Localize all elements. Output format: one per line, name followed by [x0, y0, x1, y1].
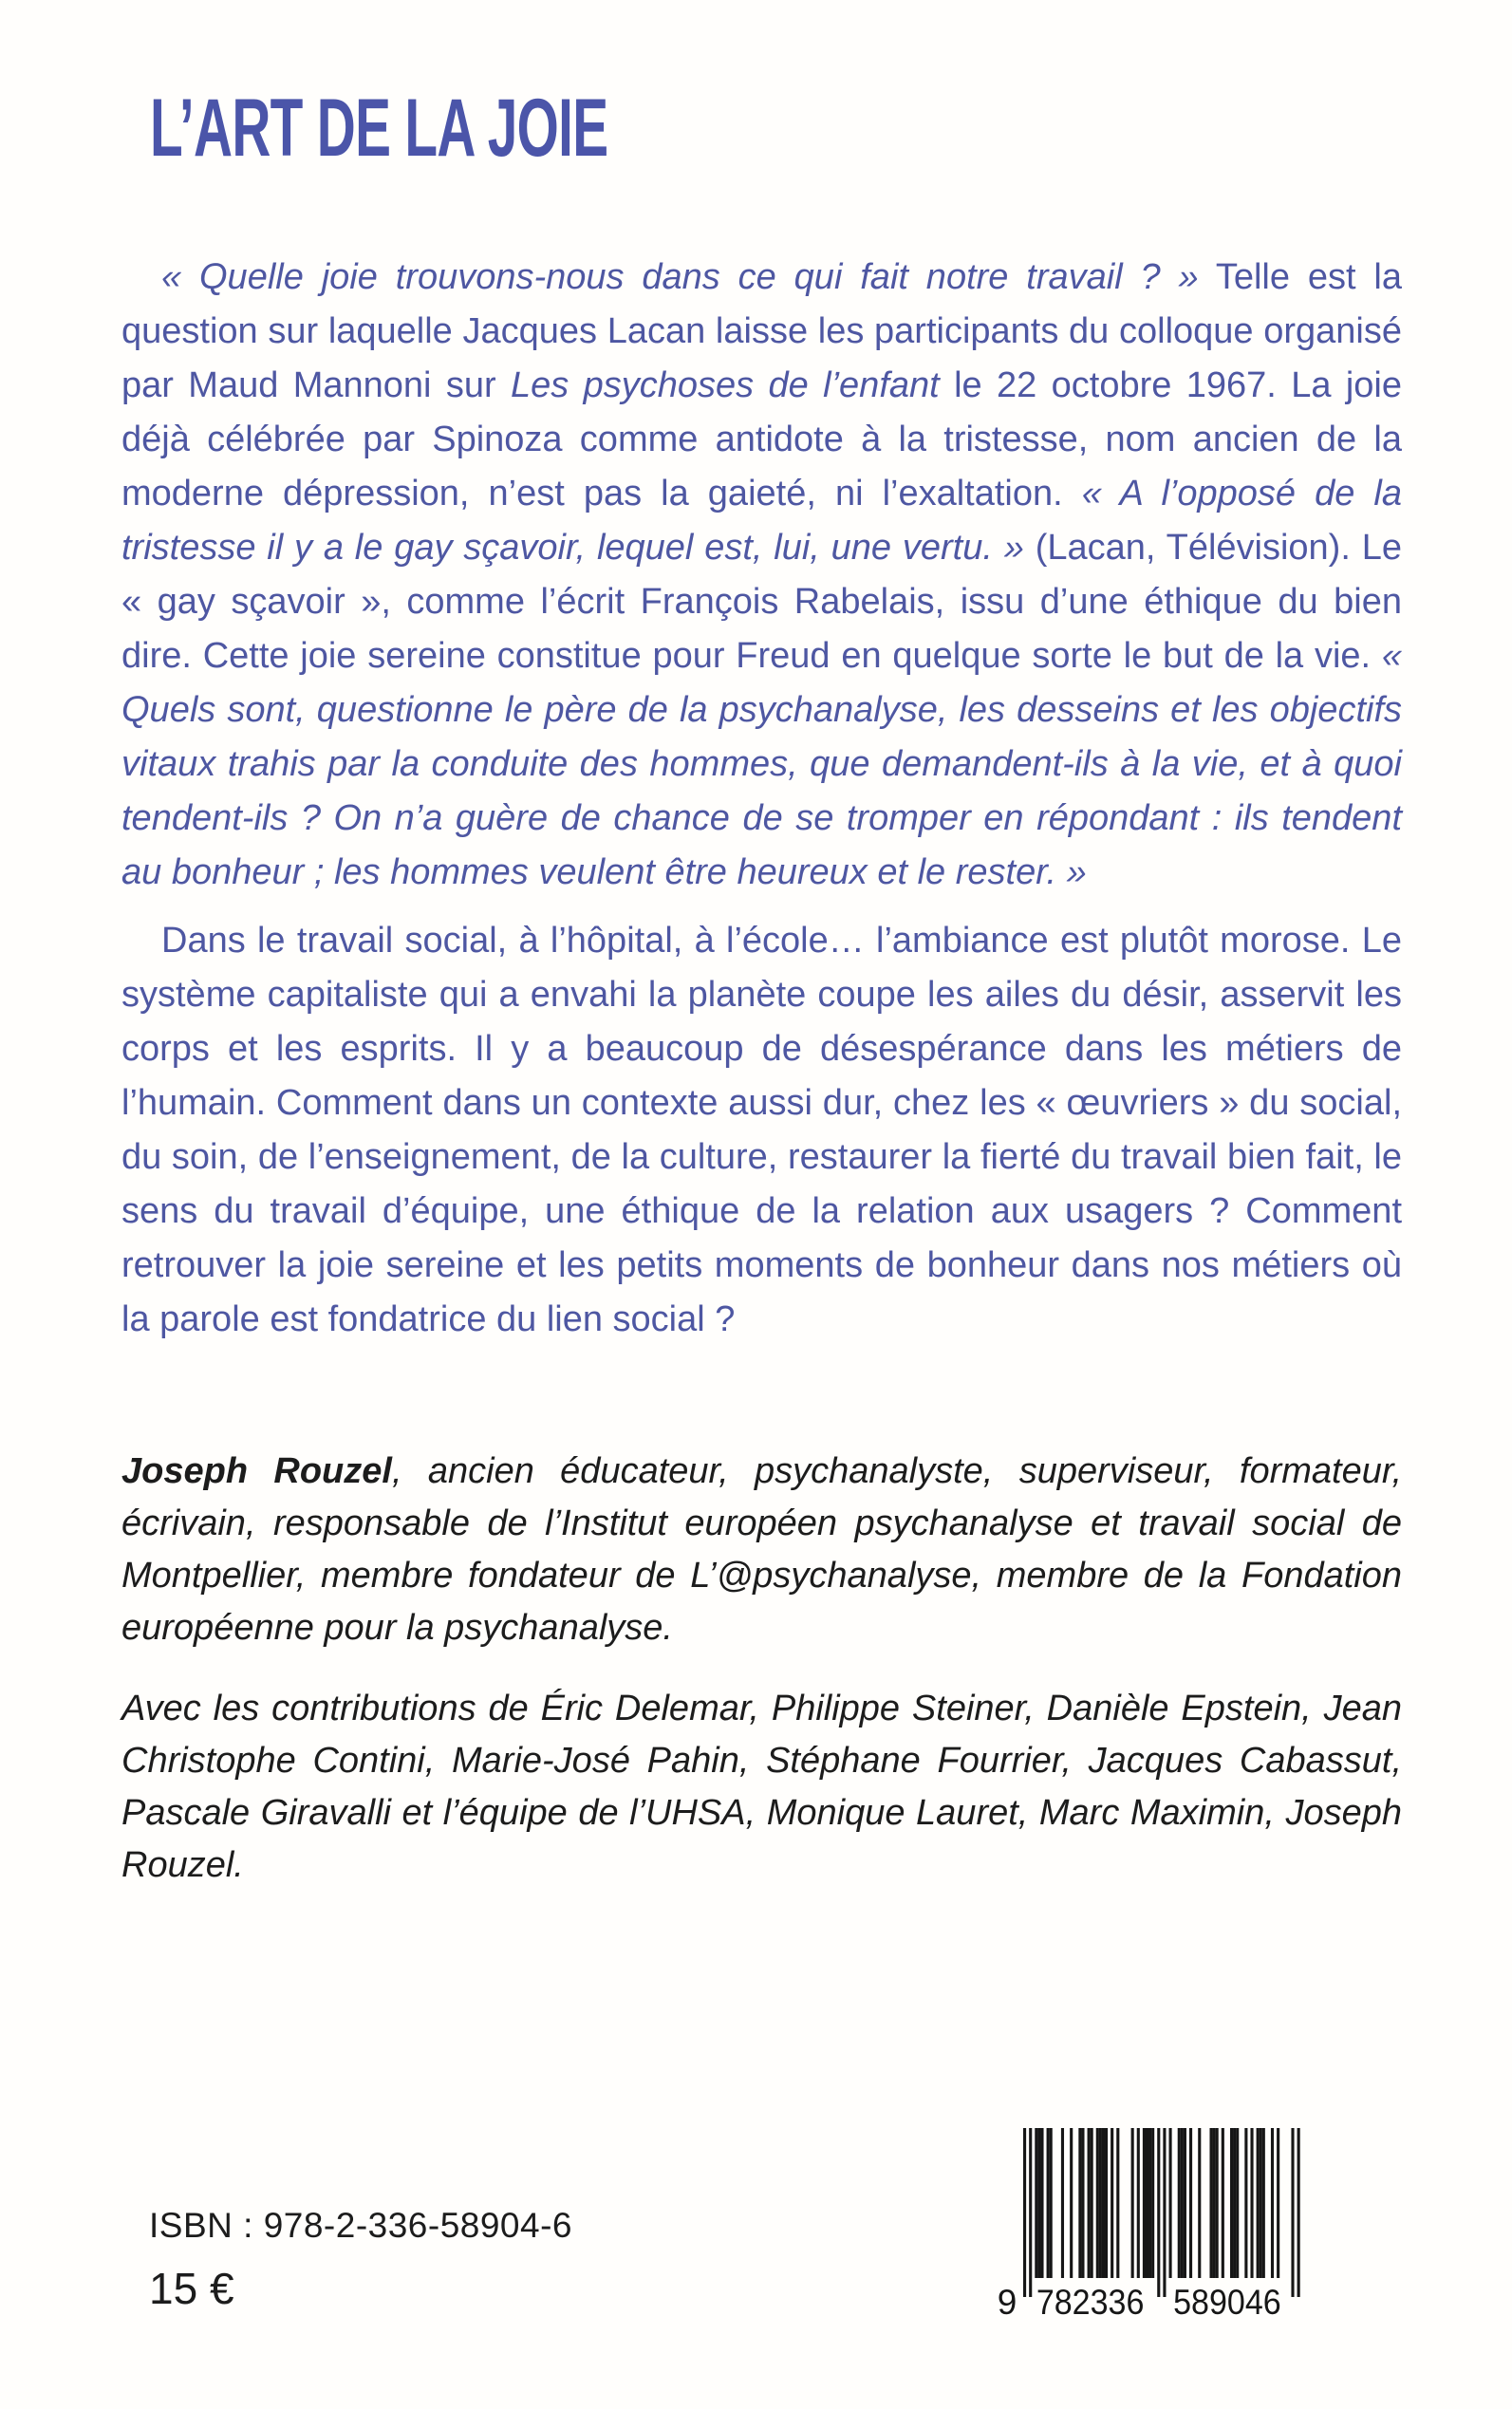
text-segment: le 22 octobre 1967. La joie déjà célébrée par Spinoza comme antidote à la tristesse, nom ancien de la moderne dépression, n’est pas la gaieté, ni l’exaltation. [121, 365, 1402, 514]
text-segment: Joseph Rouzel [121, 1451, 392, 1491]
text-segment: « A l’opposé de la tristesse il y a le gay sçavoir, lequel est, lui, une vertu. » [121, 474, 1402, 568]
text-segment: (Lacan, Télévision). Le « gay sçavoir », comme l’écrit François Rabelais, issu d’une éthique du bien dire. Cette joie sereine constitue pour Freud en quelque sorte le but de la vie. [121, 528, 1402, 676]
text-segment: Les psychoses de l’enfant [511, 365, 940, 405]
cover-footer [0, 2128, 1512, 2409]
text-segment: « Quels sont, questionne le père de la psychanalyse, les desseins et les objectifs vitaux trahis par la conduite des hommes, que demandent-ils à la vie, et à quoi tendent-ils ? On n’a guère de chance de se tromper en répondant : ils tendent au bonheur ; les hommes veulent être heureux et le rester. » [121, 636, 1402, 892]
text-segment: « Quelle joie trouvons-nous dans ce qui fait notre travail ? » [161, 257, 1199, 297]
synopsis-paragraph-2: Dans le travail social, à l’hôpital, à l’école… l’ambiance est plutôt morose. Le système capitaliste qui a envahi la planète coupe les ailes du désir, asservit les corps et les esprits. Il y a beaucoup de désespérance dans les métiers de l’humain. Comment dans un contexte aussi dur, chez les « œuvriers » du social, du soin, de l’enseignement, de la culture, restaurer la fierté du travail bien fait, le sens du travail d’équipe, une éthique de la relation aux usagers ? Comment retrouver la joie sereine et les petits moments de bonheur dans nos métiers où la parole est fondatrice du lien social ? [121, 921, 1402, 1339]
text-segment: Telle est la question sur laquelle Jacques Lacan laisse les participants du colloque organisé par Maud Mannoni sur [121, 257, 1403, 405]
isbn-number: ISBN : 978-2-336-58904-6 [149, 2206, 572, 2245]
barcode-bars-icon [999, 2128, 1312, 2320]
price-label: 15 € [149, 2264, 234, 2313]
text-segment: , ancien éducateur, psychanalyste, superviseur, formateur, écrivain, responsable de l’Institut européen psychanalyse et travail social de Montpellier, membre fondateur de L’@psychanalyse, membre de la Fondation européenne pour la psychanalyse. [121, 1451, 1402, 1648]
cover-content [0, 83, 1512, 1892]
author-bio [121, 1446, 1402, 1654]
contributors-list: Avec les contributions de Éric Delemar, Philippe Steiner, Danièle Epstein, Jean Christophe Contini, Marie-José Pahin, Stéphane Fourrier, Jacques Cabassut, Pascale Giravalli et l’équipe de l’UHSA, Monique Lauret, Marc Maximin, Joseph Rouzel. [121, 1689, 1402, 1885]
synopsis-paragraph-1 [121, 251, 1402, 900]
svg-text:9: 9 [999, 2283, 1017, 2320]
book-title: L’ART DE LA JOIE [150, 83, 608, 174]
svg-text:782336: 782336 [1036, 2283, 1145, 2320]
ean13-barcode [999, 2128, 1312, 2325]
svg-text:589046: 589046 [1173, 2283, 1281, 2320]
